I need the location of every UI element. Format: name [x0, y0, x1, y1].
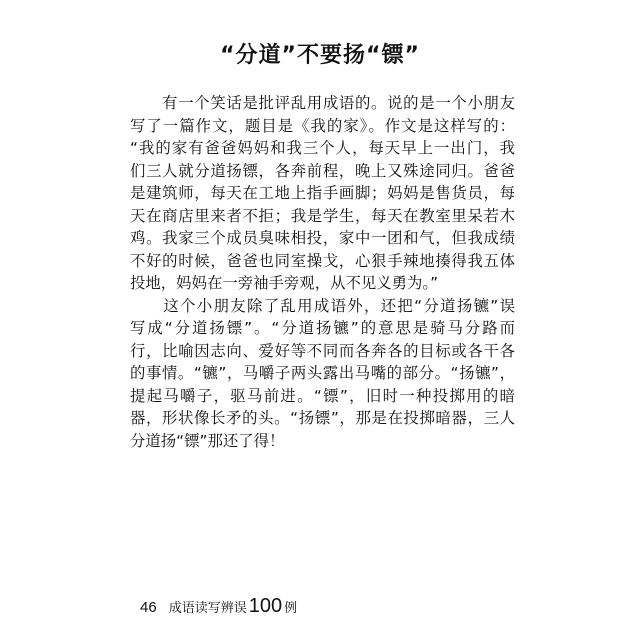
- text-line: 天在商店里来者不拒；我是学生，每天在教室里呆若木: [130, 206, 515, 225]
- text-line: 这个小朋友除了乱用成语外，还把“分道扬镳”误: [130, 296, 515, 315]
- paragraph-2: [130, 295, 515, 453]
- text-line: 们三人就分道扬镖，各奔前程，晚上又殊途同归。爸爸: [130, 161, 515, 180]
- paragraph-1: [130, 92, 515, 295]
- text-line: 行，比喻因志向、爱好等不同而各奔各的目标或各干各: [130, 341, 515, 360]
- page-number: 46: [140, 599, 157, 616]
- page-footer: [140, 595, 297, 618]
- text-line: 器，形状像长矛的头。“扬镖”，那是在投掷暗器，三人: [130, 409, 515, 427]
- text-line: 有一个笑话是批评乱用成语的。说的是一个小朋友: [130, 94, 515, 112]
- running-title-suffix: 例: [284, 601, 298, 616]
- text-line: 写了一篇作文，题目是《我的家》。作文是这样写的：: [130, 116, 515, 135]
- text-line: 不好的时候，爸爸也同室操戈，心狠手辣地揍得我五体: [130, 251, 515, 270]
- text-line: 投地，妈妈在一旁袖手旁观，从不见义勇为。”: [130, 274, 439, 292]
- text-line: 鸡。我家三个成员臭味相投，家中一团和气，但我成绩: [130, 229, 515, 247]
- article-body: [130, 92, 515, 452]
- text-line: 写成“分道扬镖”。“分道扬镳”的意思是骑马分路而: [130, 319, 515, 337]
- text-line: 的事情。“镳”，马嚼子两头露出马嘴的部分。“扬镳”，: [130, 364, 515, 382]
- page-title: “分道”不要扬“镖”: [220, 43, 420, 68]
- text-line: “我的家有爸爸妈妈和我三个人，每天早上一出门，我: [130, 139, 515, 157]
- text-line: 分道扬“镖”那还了得！: [130, 431, 285, 450]
- text-line: 提起马嚼子，驱马前进。“镖”，旧时一种投掷用的暗: [130, 386, 515, 405]
- running-title: 成语读写辨误: [168, 601, 247, 616]
- text-line: 是建筑师，每天在工地上指手画脚；妈妈是售货员，每: [130, 184, 515, 202]
- running-title-number: 100: [248, 595, 283, 617]
